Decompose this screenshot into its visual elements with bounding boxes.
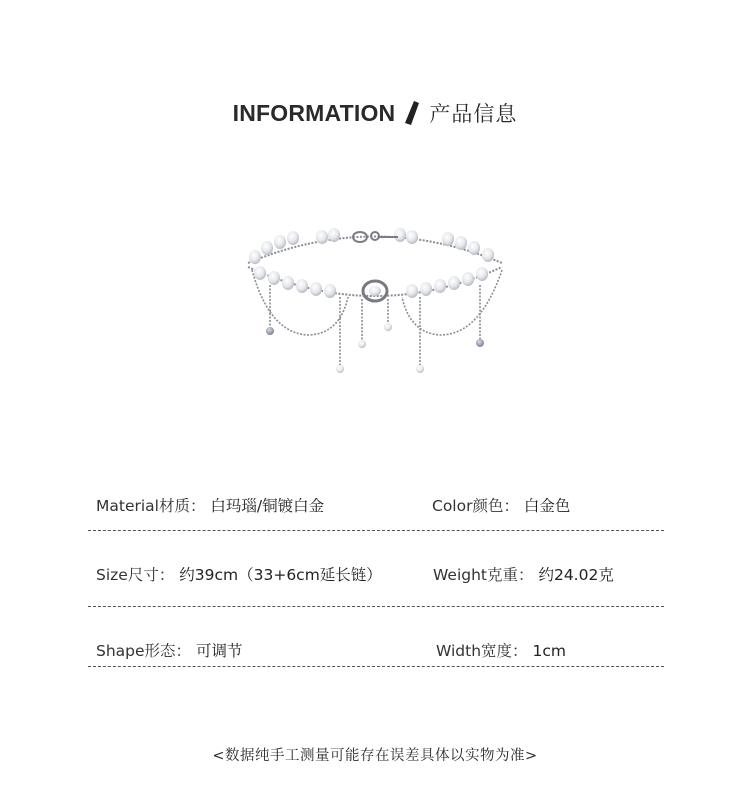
- center-charm: [363, 281, 387, 301]
- spec-shape: [96, 639, 243, 661]
- spec-value: 可调节: [195, 642, 243, 660]
- spec-value: 白金色: [523, 497, 571, 515]
- spec-row-material: [88, 494, 664, 522]
- spec-label: Size尺寸：: [96, 566, 175, 584]
- spec-label: Weight克重：: [433, 566, 534, 584]
- bracelet-image-icon: [230, 215, 520, 380]
- spec-label: Shape形态：: [96, 642, 192, 660]
- spec-value: 约39cm（33+6cm延长链）: [179, 566, 382, 584]
- title-en: INFORMATION: [232, 99, 396, 126]
- spec-value: 1cm: [532, 642, 566, 660]
- spec-value: 约24.02克: [538, 566, 614, 584]
- page-header: [0, 98, 750, 128]
- measurement-note: <数据纯手工测量可能存在误差具体以实物为准>: [212, 748, 538, 764]
- spec-color: [432, 494, 570, 516]
- tassel-beads: [266, 323, 484, 373]
- spec-label: Material材质：: [96, 497, 206, 515]
- spec-label: Width宽度：: [436, 642, 528, 660]
- spec-value: 白玛瑙/铜镀白金: [210, 497, 325, 515]
- row-divider: [88, 530, 664, 531]
- spec-label: Color颜色：: [432, 497, 519, 515]
- row-divider: [88, 666, 664, 667]
- spec-row-shape: [88, 639, 664, 667]
- spec-size: [96, 563, 382, 585]
- spec-width: [436, 639, 566, 661]
- row-divider: [88, 606, 664, 607]
- title-cn: 产品信息: [429, 102, 518, 126]
- spec-material: [96, 494, 324, 516]
- spec-row-size: [88, 563, 664, 591]
- slash-bar-icon: [405, 100, 419, 126]
- spec-weight: [433, 563, 614, 585]
